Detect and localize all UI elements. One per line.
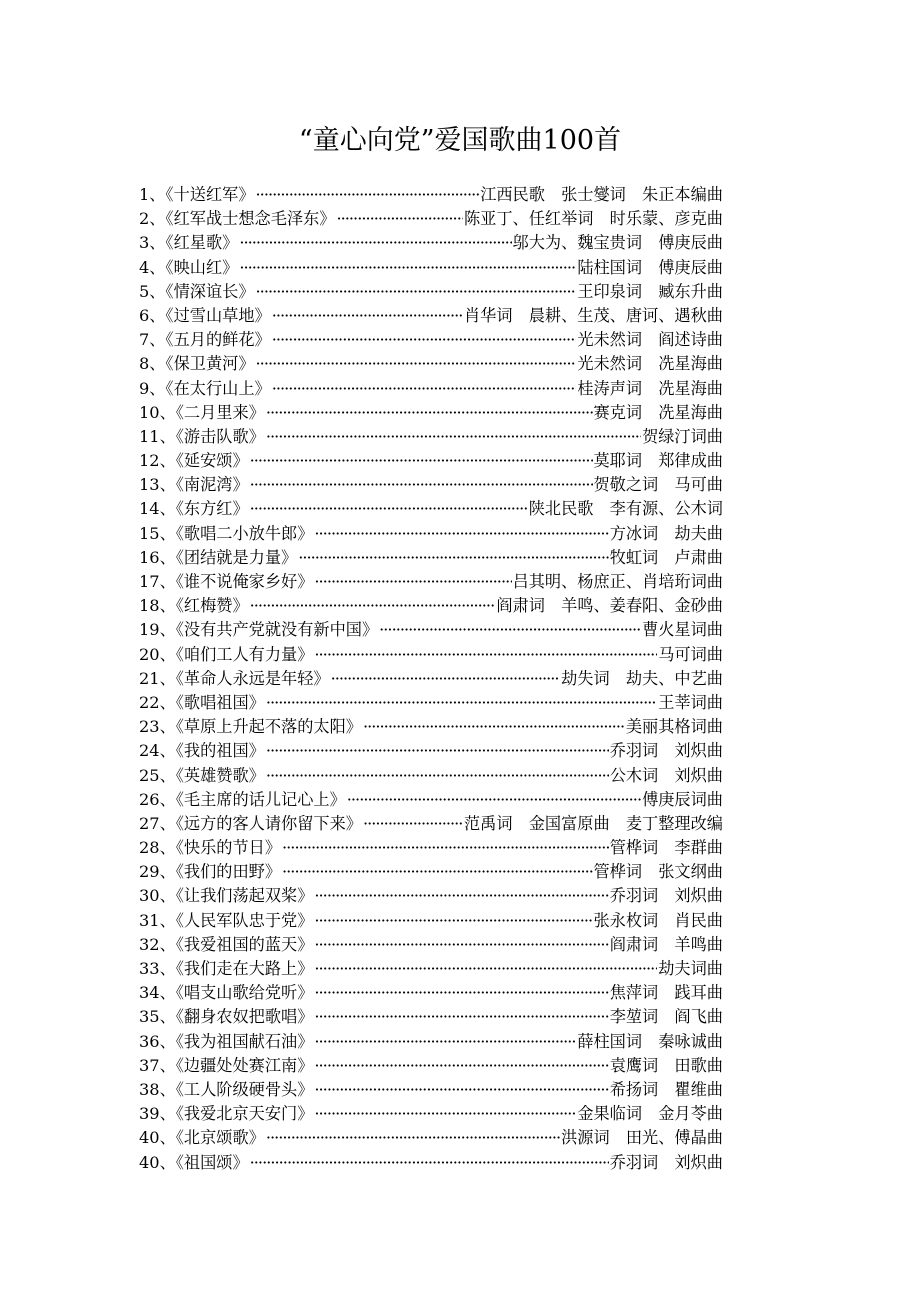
song-title	[139, 183, 255, 207]
song-credit: 王莘词曲	[658, 692, 723, 712]
song-title	[139, 1054, 313, 1078]
song-credit: 陆柱国词 傅庚辰曲	[577, 257, 723, 277]
song-number: 6、	[139, 305, 166, 325]
song-entry	[139, 981, 723, 1005]
song-number: 3、	[139, 233, 166, 253]
song-title	[139, 884, 313, 908]
song-credit: 薛柱国词 秦咏诚曲	[577, 1031, 723, 1051]
song-title	[139, 667, 330, 691]
song-entry	[139, 715, 723, 739]
song-title	[139, 473, 249, 497]
song-credit: 光未然词 阎述诗曲	[577, 330, 723, 350]
song-entry	[139, 957, 723, 981]
song-entry	[139, 1054, 723, 1078]
song-credit: 范禹词 金国富原曲 麦丁整理改编	[464, 813, 723, 833]
song-name: 《十送红军》	[165, 185, 255, 204]
dot-leader	[266, 691, 657, 715]
song-title	[139, 1126, 265, 1150]
song-entry	[139, 739, 723, 763]
dot-leader	[314, 1030, 576, 1054]
dot-leader	[347, 788, 641, 812]
song-title	[139, 570, 313, 594]
song-credit: 焦萍词 践耳曲	[609, 983, 723, 1003]
song-credit: 乔羽词 刘炽曲	[609, 741, 723, 761]
song-number: 36、	[139, 1031, 176, 1051]
song-number: 31、	[139, 910, 176, 930]
song-credit: 江西民歌 张士燮词 朱正本编曲	[480, 185, 723, 204]
song-title	[139, 497, 249, 521]
song-name: 《我们走在大路上》	[175, 959, 314, 978]
song-credit: 管桦词 李群曲	[609, 838, 723, 858]
song-entry	[139, 1078, 723, 1102]
song-entry	[139, 207, 723, 231]
song-credit: 袁鹰词 田歌曲	[609, 1055, 723, 1075]
song-credit: 曹火星词曲	[642, 620, 723, 640]
song-title	[139, 401, 265, 425]
song-title	[139, 1151, 249, 1175]
song-name: 《红星歌》	[165, 233, 239, 253]
song-entry	[139, 909, 723, 933]
song-title	[139, 618, 378, 642]
dot-leader	[250, 473, 593, 497]
dot-leader	[266, 401, 593, 425]
song-title	[139, 546, 297, 570]
song-number: 20、	[139, 644, 176, 664]
song-entry	[139, 1030, 723, 1054]
dot-leader	[266, 764, 609, 788]
song-entry	[139, 377, 723, 401]
song-credit: 张永枚词 肖民曲	[593, 910, 723, 930]
dot-leader	[314, 957, 657, 981]
song-credit: 劫夫词曲	[658, 959, 723, 978]
song-title	[139, 352, 255, 376]
song-title	[139, 1078, 313, 1102]
dot-leader	[256, 280, 577, 304]
dot-leader	[314, 933, 608, 957]
song-number: 5、	[139, 281, 166, 301]
song-entry	[139, 764, 723, 788]
song-credit: 洪源词 田光、傅晶曲	[561, 1128, 723, 1148]
song-number: 30、	[139, 886, 176, 906]
song-number: 4、	[139, 257, 166, 277]
song-title	[139, 1030, 313, 1054]
song-entry	[139, 836, 723, 860]
dot-leader	[239, 231, 511, 255]
song-title	[139, 739, 265, 763]
song-entry	[139, 352, 723, 376]
dot-leader	[272, 377, 577, 401]
song-name: 《谁不说俺家乡好》	[175, 572, 314, 591]
dot-leader	[379, 618, 641, 642]
song-number: 15、	[139, 523, 176, 543]
song-credit: 肖华词 晨耕、生茂、唐诃、遇秋曲	[464, 305, 723, 325]
dot-leader	[250, 1151, 609, 1175]
song-title	[139, 909, 313, 933]
song-name: 《歌唱二小放牛郎》	[175, 523, 314, 543]
dot-leader	[314, 884, 608, 908]
dot-leader	[256, 352, 577, 376]
song-name: 《红梅赞》	[175, 596, 249, 616]
song-entry	[139, 497, 723, 521]
song-entry	[139, 667, 723, 691]
song-name: 《革命人永远是年轻》	[175, 668, 330, 688]
song-title	[139, 425, 265, 449]
song-credit: 傅庚辰词曲	[642, 789, 723, 809]
song-number: 22、	[139, 692, 176, 712]
song-name: 《没有共产党就没有新中国》	[175, 620, 379, 640]
song-credit: 金果临词 金月苓曲	[577, 1104, 723, 1124]
song-credit: 贺绿汀词曲	[642, 426, 723, 446]
song-entry	[139, 618, 723, 642]
song-entry	[139, 473, 723, 497]
dot-leader	[250, 594, 496, 618]
song-number: 34、	[139, 983, 176, 1003]
song-number: 13、	[139, 475, 176, 495]
song-title	[139, 836, 281, 860]
song-name: 《我为祖国献石油》	[175, 1031, 314, 1051]
song-credit: 陈亚丁、任红举词 时乐蒙、彦克曲	[464, 209, 723, 229]
song-name: 《我的祖国》	[175, 741, 265, 761]
song-name: 《工人阶级硬骨头》	[175, 1079, 314, 1099]
song-entry	[139, 1151, 723, 1175]
song-entry	[139, 691, 723, 715]
song-entry	[139, 643, 723, 667]
song-title	[139, 256, 238, 280]
dot-leader	[363, 715, 625, 739]
song-name: 《团结就是力量》	[175, 547, 298, 567]
song-title	[139, 812, 362, 836]
dot-leader	[314, 643, 657, 667]
song-name: 《南泥湾》	[175, 475, 249, 495]
song-number: 24、	[139, 741, 176, 761]
song-credit: 赛克词 冼星海曲	[593, 402, 723, 422]
song-credit: 方冰词 劫夫曲	[609, 523, 723, 543]
song-entry	[139, 183, 723, 207]
song-title	[139, 764, 265, 788]
song-title	[139, 231, 238, 255]
song-name: 《远方的客人请你留下来》	[175, 813, 362, 833]
song-credit: 牧虹词 卢肃曲	[609, 547, 723, 567]
song-title	[139, 328, 271, 352]
song-entry	[139, 280, 723, 304]
song-name: 《人民军队忠于党》	[175, 910, 314, 930]
song-number: 37、	[139, 1055, 176, 1075]
song-title	[139, 957, 313, 981]
song-title	[139, 715, 362, 739]
song-number: 1、	[139, 185, 166, 204]
song-number: 17、	[139, 572, 176, 591]
song-credit: 光未然词 冼星海曲	[577, 354, 723, 374]
song-name: 《映山红》	[165, 257, 239, 277]
song-credit: 马可词曲	[658, 644, 723, 664]
song-entry	[139, 304, 723, 328]
song-entry	[139, 256, 723, 280]
song-name: 《北京颂歌》	[175, 1128, 265, 1148]
song-credit: 乔羽词 刘炽曲	[609, 886, 723, 906]
song-name: 《二月里来》	[175, 402, 265, 422]
song-title	[139, 981, 313, 1005]
song-entry	[139, 570, 723, 594]
song-title	[139, 449, 249, 473]
dot-leader	[314, 522, 608, 546]
song-title	[139, 304, 271, 328]
song-name: 《五月的鲜花》	[165, 330, 271, 350]
song-number: 8、	[139, 354, 166, 374]
song-title	[139, 522, 313, 546]
song-title	[139, 691, 265, 715]
song-title	[139, 1005, 313, 1029]
song-entry	[139, 449, 723, 473]
dot-leader	[314, 981, 608, 1005]
song-title	[139, 788, 346, 812]
dot-leader	[363, 812, 463, 836]
dot-leader	[266, 425, 641, 449]
song-name: 《让我们荡起双桨》	[175, 886, 314, 906]
dot-leader	[266, 1126, 560, 1150]
song-entry	[139, 231, 723, 255]
song-title	[139, 933, 313, 957]
song-name: 《在太行山上》	[165, 378, 271, 398]
song-credit: 劫失词 劫夫、中艺曲	[561, 668, 723, 688]
song-credit: 陕北民歌 李有源、公木词	[528, 499, 723, 519]
song-credit: 贺敬之词 马可曲	[593, 475, 723, 495]
song-name: 《翻身农奴把歌唱》	[175, 1007, 314, 1027]
song-number: 40、	[139, 1128, 176, 1148]
song-number: 10、	[139, 402, 176, 422]
song-name: 《情深谊长》	[165, 281, 255, 301]
song-number: 12、	[139, 451, 176, 471]
song-name: 《我们的田野》	[175, 862, 282, 882]
song-entry	[139, 328, 723, 352]
song-name: 《东方红》	[175, 499, 249, 519]
song-list	[139, 183, 723, 1175]
song-number: 21、	[139, 668, 176, 688]
song-name: 《过雪山草地》	[165, 305, 271, 325]
song-number: 39、	[139, 1104, 176, 1124]
dot-leader	[272, 304, 463, 328]
song-number: 40、	[139, 1152, 176, 1172]
song-number: 19、	[139, 620, 176, 640]
dot-leader	[282, 860, 592, 884]
dot-leader	[314, 1054, 608, 1078]
song-credit: 阎肃词 羊鸣、姜春阳、金砂曲	[496, 596, 723, 616]
song-credit: 李堃词 阎飞曲	[609, 1007, 723, 1027]
song-number: 2、	[139, 209, 166, 229]
song-number: 7、	[139, 330, 166, 350]
dot-leader	[282, 836, 609, 860]
dot-leader	[272, 328, 577, 352]
song-number: 23、	[139, 717, 176, 737]
song-credit: 阎肃词 羊鸣曲	[609, 934, 723, 954]
song-title	[139, 207, 335, 231]
song-name: 《我爱祖国的蓝天》	[175, 934, 314, 954]
song-number: 33、	[139, 959, 176, 978]
song-name: 《保卫黄河》	[165, 354, 255, 374]
song-credit: 王印泉词 臧东升曲	[577, 281, 723, 301]
song-name: 《我爱北京天安门》	[175, 1104, 314, 1124]
song-name: 《延安颂》	[175, 451, 249, 471]
song-entry	[139, 884, 723, 908]
song-number: 27、	[139, 813, 176, 833]
dot-leader	[239, 256, 576, 280]
song-name: 《英雄赞歌》	[175, 765, 265, 785]
song-number: 28、	[139, 838, 176, 858]
song-number: 14、	[139, 499, 176, 519]
song-entry	[139, 812, 723, 836]
dot-leader	[314, 1078, 608, 1102]
dot-leader	[314, 1005, 608, 1029]
song-number: 32、	[139, 934, 176, 954]
song-name: 《唱支山歌给党听》	[175, 983, 314, 1003]
song-credit: 管桦词 张文纲曲	[593, 862, 723, 882]
song-entry	[139, 1126, 723, 1150]
dot-leader	[336, 207, 463, 231]
song-credit: 希扬词 瞿维曲	[609, 1079, 723, 1099]
dot-leader	[314, 909, 592, 933]
song-number: 11、	[139, 426, 176, 446]
song-number: 29、	[139, 862, 176, 882]
song-credit: 美丽其格词曲	[625, 717, 723, 737]
song-name: 《游击队歌》	[175, 426, 265, 446]
song-entry	[139, 425, 723, 449]
dot-leader	[314, 1102, 576, 1126]
song-number: 16、	[139, 547, 176, 567]
song-entry	[139, 594, 723, 618]
song-title	[139, 860, 281, 884]
song-entry	[139, 933, 723, 957]
song-title	[139, 594, 249, 618]
dot-leader	[266, 739, 609, 763]
dot-leader	[256, 183, 480, 207]
dot-leader	[250, 449, 593, 473]
song-number: 25、	[139, 765, 176, 785]
song-entry	[139, 401, 723, 425]
dot-leader	[298, 546, 608, 570]
song-credit: 吕其明、杨庶正、肖培珩词曲	[512, 572, 723, 591]
song-entry	[139, 788, 723, 812]
song-credit: 桂涛声词 冼星海曲	[577, 378, 723, 398]
song-entry	[139, 546, 723, 570]
song-entry	[139, 860, 723, 884]
song-number: 9、	[139, 378, 166, 398]
dot-leader	[314, 570, 511, 594]
song-title	[139, 280, 255, 304]
song-number: 38、	[139, 1079, 176, 1099]
song-credit: 公木词 刘炽曲	[609, 765, 723, 785]
song-title	[139, 377, 271, 401]
song-number: 35、	[139, 1007, 176, 1027]
song-credit: 乔羽词 刘炽曲	[609, 1152, 723, 1172]
song-number: 26、	[139, 789, 176, 809]
song-name: 《毛主席的话儿记心上》	[175, 789, 346, 809]
song-credit: 莫耶词 郑律成曲	[593, 451, 723, 471]
song-name: 《红军战士想念毛泽东》	[165, 209, 336, 229]
song-title	[139, 1102, 313, 1126]
song-title	[139, 643, 313, 667]
song-name: 《祖国颂》	[175, 1152, 249, 1172]
song-entry	[139, 1102, 723, 1126]
song-name: 《草原上升起不落的太阳》	[175, 717, 362, 737]
dot-leader	[250, 497, 528, 521]
song-name: 《快乐的节日》	[175, 838, 282, 858]
song-name: 《边疆处处赛江南》	[175, 1055, 314, 1075]
song-credit: 邬大为、魏宝贵词 傅庚辰曲	[512, 233, 723, 253]
song-number: 18、	[139, 596, 176, 616]
song-name: 《咱们工人有力量》	[175, 644, 314, 664]
song-entry	[139, 522, 723, 546]
dot-leader	[331, 667, 561, 691]
song-entry	[139, 1005, 723, 1029]
song-name: 《歌唱祖国》	[175, 692, 265, 712]
document-title: “童心向党”爱国歌曲100首	[298, 125, 622, 156]
